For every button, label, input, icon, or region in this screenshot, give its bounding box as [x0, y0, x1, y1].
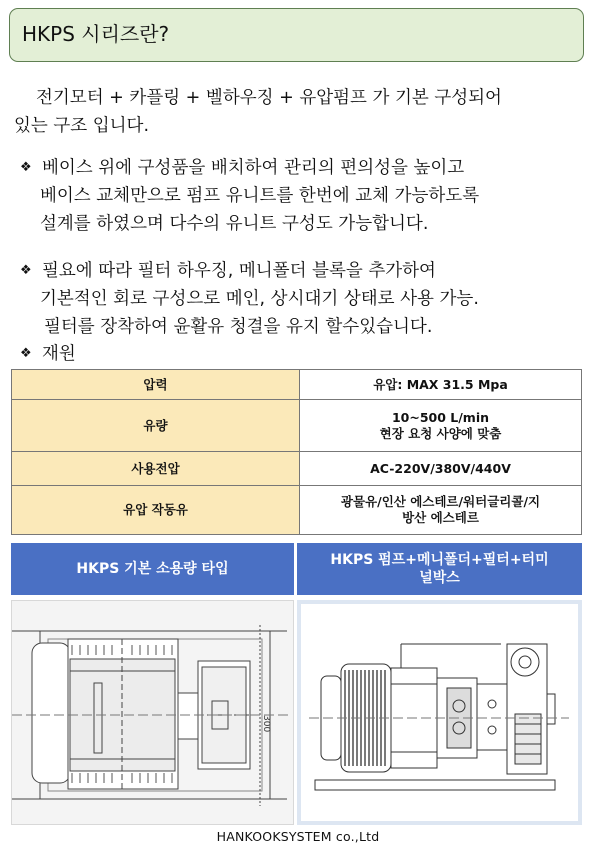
bullet-item-2: [20, 257, 479, 341]
panel-header-line-1: HKPS 펌프+메니폴더+필터+터미: [330, 552, 549, 568]
panel-header-line-2: 널박스: [419, 570, 460, 586]
spec-table: [11, 369, 582, 535]
panel-header-full: [297, 543, 582, 595]
spec-heading-text: 재원: [42, 344, 76, 364]
spec-value: 유압: MAX 31.5 Mpa: [300, 370, 582, 400]
panel-header-basic: [11, 543, 294, 595]
bullet-2-line-1: 필요에 따라 필터 하우징, 메니폴더 블록을 추가하여: [42, 261, 436, 281]
bullet-1-line-1: 베이스 위에 구성품을 배치하여 관리의 편의성을 높이고: [42, 158, 465, 178]
spec-value-line-2: 현장 요청 사양에 맞춤: [379, 425, 502, 441]
page-title-text: HKPS 시리즈란?: [22, 22, 170, 46]
spec-label: 유량: [12, 400, 300, 452]
pump-unit-drawing: [12, 601, 293, 824]
spec-heading: [20, 340, 76, 368]
spec-label: 유압 작동유: [12, 486, 300, 535]
spec-row-voltage: [12, 452, 582, 486]
drawing-full-unit: [297, 600, 582, 825]
spec-row-pressure: [12, 370, 582, 400]
diamond-bullet-icon: ❖: [20, 263, 32, 278]
intro-paragraph: [14, 84, 502, 140]
spec-label: 압력: [12, 370, 300, 400]
page-title: [9, 8, 584, 62]
bullet-2-line-2: 기본적인 회로 구성으로 메인, 상시대기 상태로 사용 가능.: [40, 289, 479, 309]
spec-row-flow: [12, 400, 582, 452]
panel-header-line-1: HKPS 기본 소용량 타입: [76, 561, 229, 577]
pump-manifold-drawing: [301, 604, 578, 821]
spec-value: [300, 400, 582, 452]
dimension-label: 300: [261, 715, 271, 733]
bullet-item-1: [20, 154, 479, 238]
spec-row-fluid: [12, 486, 582, 535]
spec-label: 사용전압: [12, 452, 300, 486]
spec-value: AC-220V/380V/440V: [300, 452, 582, 486]
bullet-2-line-3: 필터를 장착하여 윤활유 청결을 유지 할수있습니다.: [44, 317, 433, 337]
spec-value: [300, 486, 582, 535]
company-footer: HANKOOKSYSTEM co.,Ltd: [216, 829, 380, 844]
intro-line-2: 있는 구조 입니다.: [14, 116, 150, 136]
diamond-bullet-icon: ❖: [20, 160, 32, 175]
drawing-basic-unit: [11, 600, 294, 825]
spec-value-line-1: 10~500 L/min: [391, 409, 490, 425]
diamond-bullet-icon: ❖: [20, 346, 32, 361]
bullet-1-line-3: 설계를 하였으며 다수의 유니트 구성도 가능합니다.: [40, 214, 429, 234]
bullet-1-line-2: 베이스 교체만으로 펌프 유니트를 한번에 교체 가능하도록: [40, 186, 480, 206]
intro-line-1: 전기모터 + 카플링 + 벨하우징 + 유압펌프 가 기본 구성되어: [36, 88, 502, 108]
spec-value-line-1: 광물유/인산 에스테르/워터글리콜/지: [340, 494, 541, 509]
spec-value-line-2: 방산 에스테르: [402, 510, 479, 525]
